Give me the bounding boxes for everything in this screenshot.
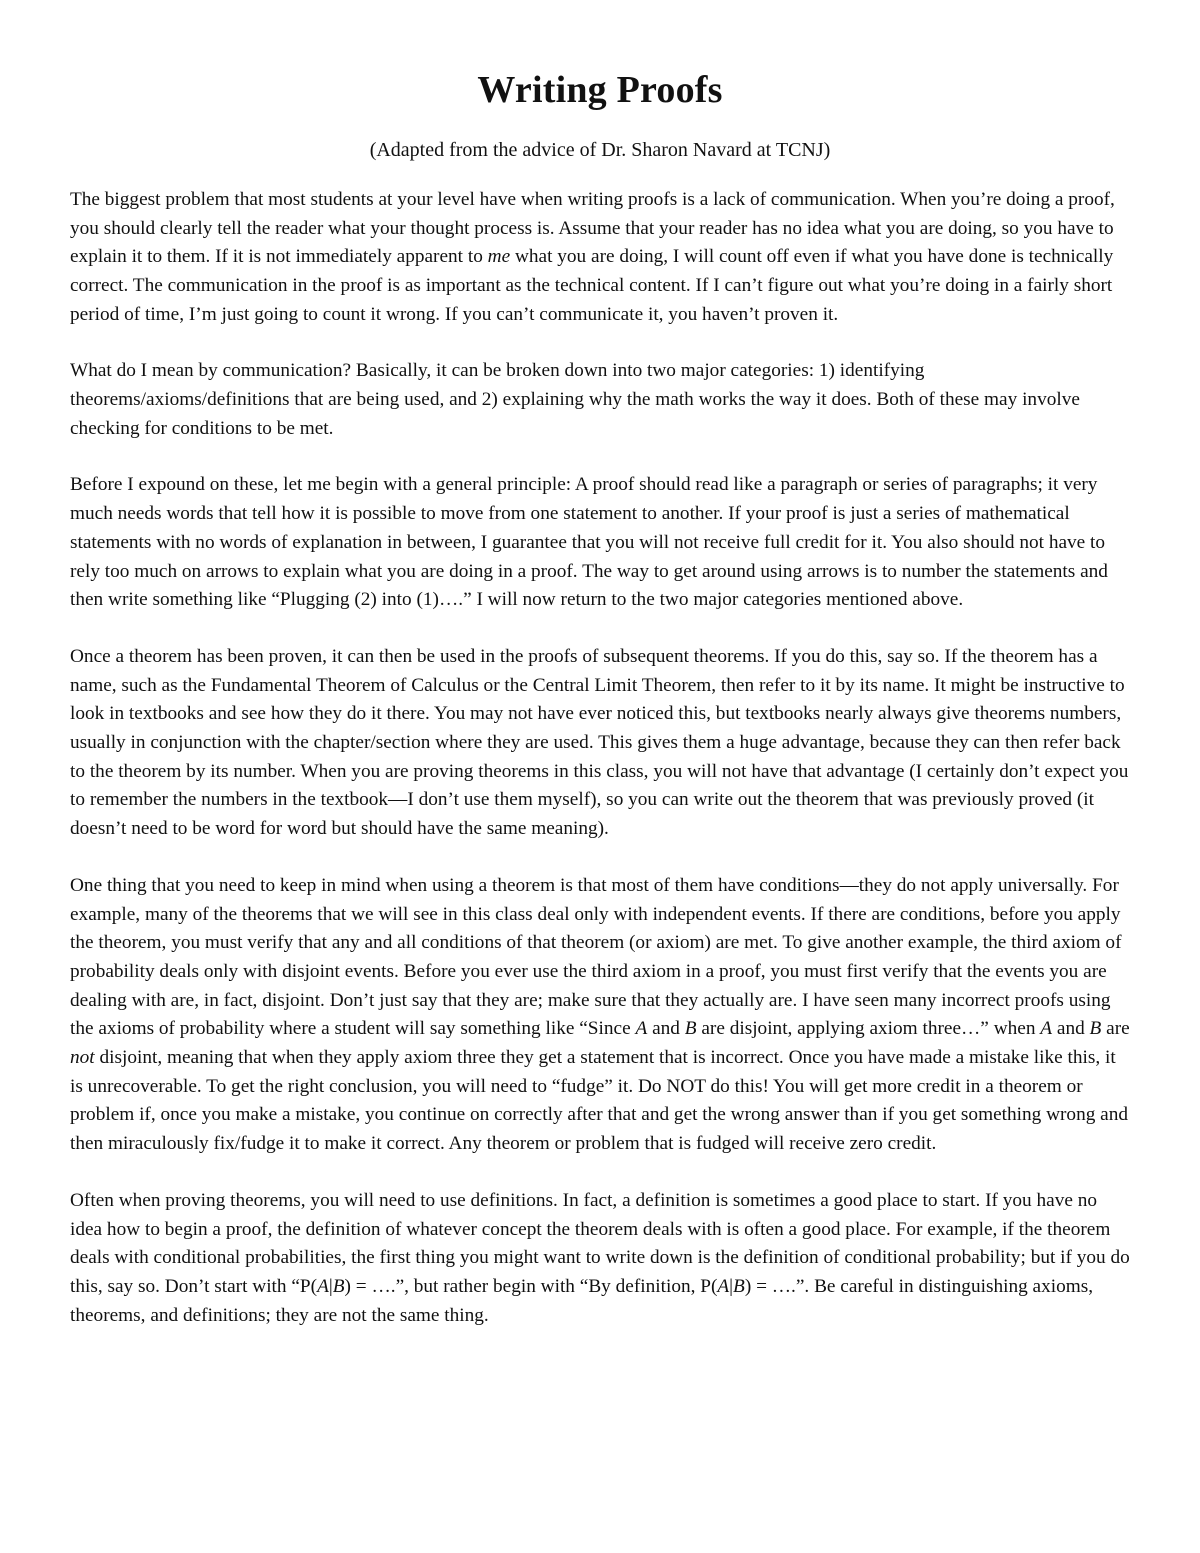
variable-b: B: [1089, 1018, 1102, 1040]
variable-b: B: [684, 1018, 697, 1040]
variable-b: B: [733, 1276, 745, 1297]
emphasis-me: me: [487, 246, 511, 268]
document-page: [70, 70, 1130, 1330]
variable-a: A: [317, 1276, 329, 1297]
emphasis-not: not: [70, 1047, 95, 1069]
variable-a: A: [635, 1018, 648, 1040]
document-body: [70, 186, 1130, 1331]
document-subtitle: (Adapted from the advice of Dr. Sharon Navard at TCNJ): [369, 138, 831, 161]
paragraph-conditions: One thing that you need to keep in mind when using a theorem is that most of them have conditions—they do not apply universally. For example, many of the theorems that we will see in this class deal only with independent events. If there are conditions, before you apply the theorem, you must verify that any and all conditions of that theorem (or axiom) are met. To give another example, the third axiom of probability deals only with disjoint events. Before you ever use the third axiom in a proof, you must first verify that the events you are dealing with are, in fact, disjoint. Don’t just say that they are; make sure that they actually are. I have seen many incorrect proofs using the axioms of probability where a student will say something like “Since A and B are disjoint, applying axiom three…” when A and B are not disjoint, meaning that when they apply axiom three they get a statement that is incorrect. Once you have made a mistake like this, it is unrecoverable. To get the right conclusion, you will need to “fudge” it. Do NOT do this! You will get more credit in a theorem or problem if, once you make a mistake, you continue on correctly after that and get the wrong answer than if you get something wrong and then miraculously fix/fudge it to make it correct. Any theorem or problem that is fudged will receive zero credit.: [70, 874, 1130, 1155]
paragraph-theorems: Once a theorem has been proven, it can then be used in the proofs of subsequent theorems. If you do this, say so. If the theorem has a name, such as the Fundamental Theorem of Calculus or the Central Limit Theorem, then refer to it by its name. It might be instructive to look in textbooks and see how they do it there. You may not have ever noticed this, but textbooks nearly always give theorems numbers, usually in conjunction with the chapter/section where they are used. This gives them a huge advantage, because they can then refer back to the theorem by its number. When you are proving theorems in this class, you will not have that advantage (I certainly don’t expect you to remember the numbers in the textbook—I don’t use them myself), so you can write out the theorem that was previously proved (it doesn’t need to be word for word but should have the same meaning).: [70, 645, 1129, 840]
paragraph-definitions: Often when proving theorems, you will need to use definitions. In fact, a definition is sometimes a good place to start. If you have no idea how to begin a proof, the definition of whatever concept the theorem deals with is often a good place. For example, if the theorem deals with conditional probabilities, the first thing you might want to write down is the definition of conditional probability; but if you do this, say so. Don’t start with “P(A|B) = ….”, but rather begin with “By definition, P(A|B) = ….”. Be careful in distinguishing axioms, theorems, and definitions; they are not the same thing.: [70, 1189, 1130, 1326]
variable-b: B: [332, 1276, 345, 1297]
variable-a: A: [717, 1276, 730, 1297]
variable-a: A: [1040, 1018, 1053, 1040]
paragraph-general-principle: Before I expound on these, let me begin with a general principle: A proof should read like a paragraph or series of paragraphs; it very much needs words that tell how it is possible to move from one statement to another. If your proof is just a series of mathematical statements with no words of explanation in between, I guarantee that you will not receive full credit for it. You also should not have to rely too much on arrows to explain what you are doing in a proof. The way to get around using arrows is to number the statements and then write something like “Plugging (2) into (1)….” I will now return to the two major categories mentioned above.: [70, 474, 1108, 611]
paragraph-communication: The biggest problem that most students at your level have when writing proofs is a lack of communication. When you’re doing a proof, you should clearly tell the reader what your thought process is. Assume that your reader has no idea what you are doing, so you have to explain it to them. If it is not immediately apparent to me what you are doing, I will count off even if what you have done is technically correct. The communication in the proof is as important as the technical content. If I can’t figure out what you’re doing in a fairly short period of time, I’m just going to count it wrong. If you can’t communicate it, you haven’t proven it.: [70, 188, 1115, 325]
document-title: Writing Proofs: [477, 69, 723, 111]
paragraph-categories: What do I mean by communication? Basically, it can be broken down into two major categories: 1) identifying theorems/axioms/definitions that are being used, and 2) explaining why the math works the way it does. Both of these may involve checking for conditions to be met.: [70, 360, 1080, 439]
